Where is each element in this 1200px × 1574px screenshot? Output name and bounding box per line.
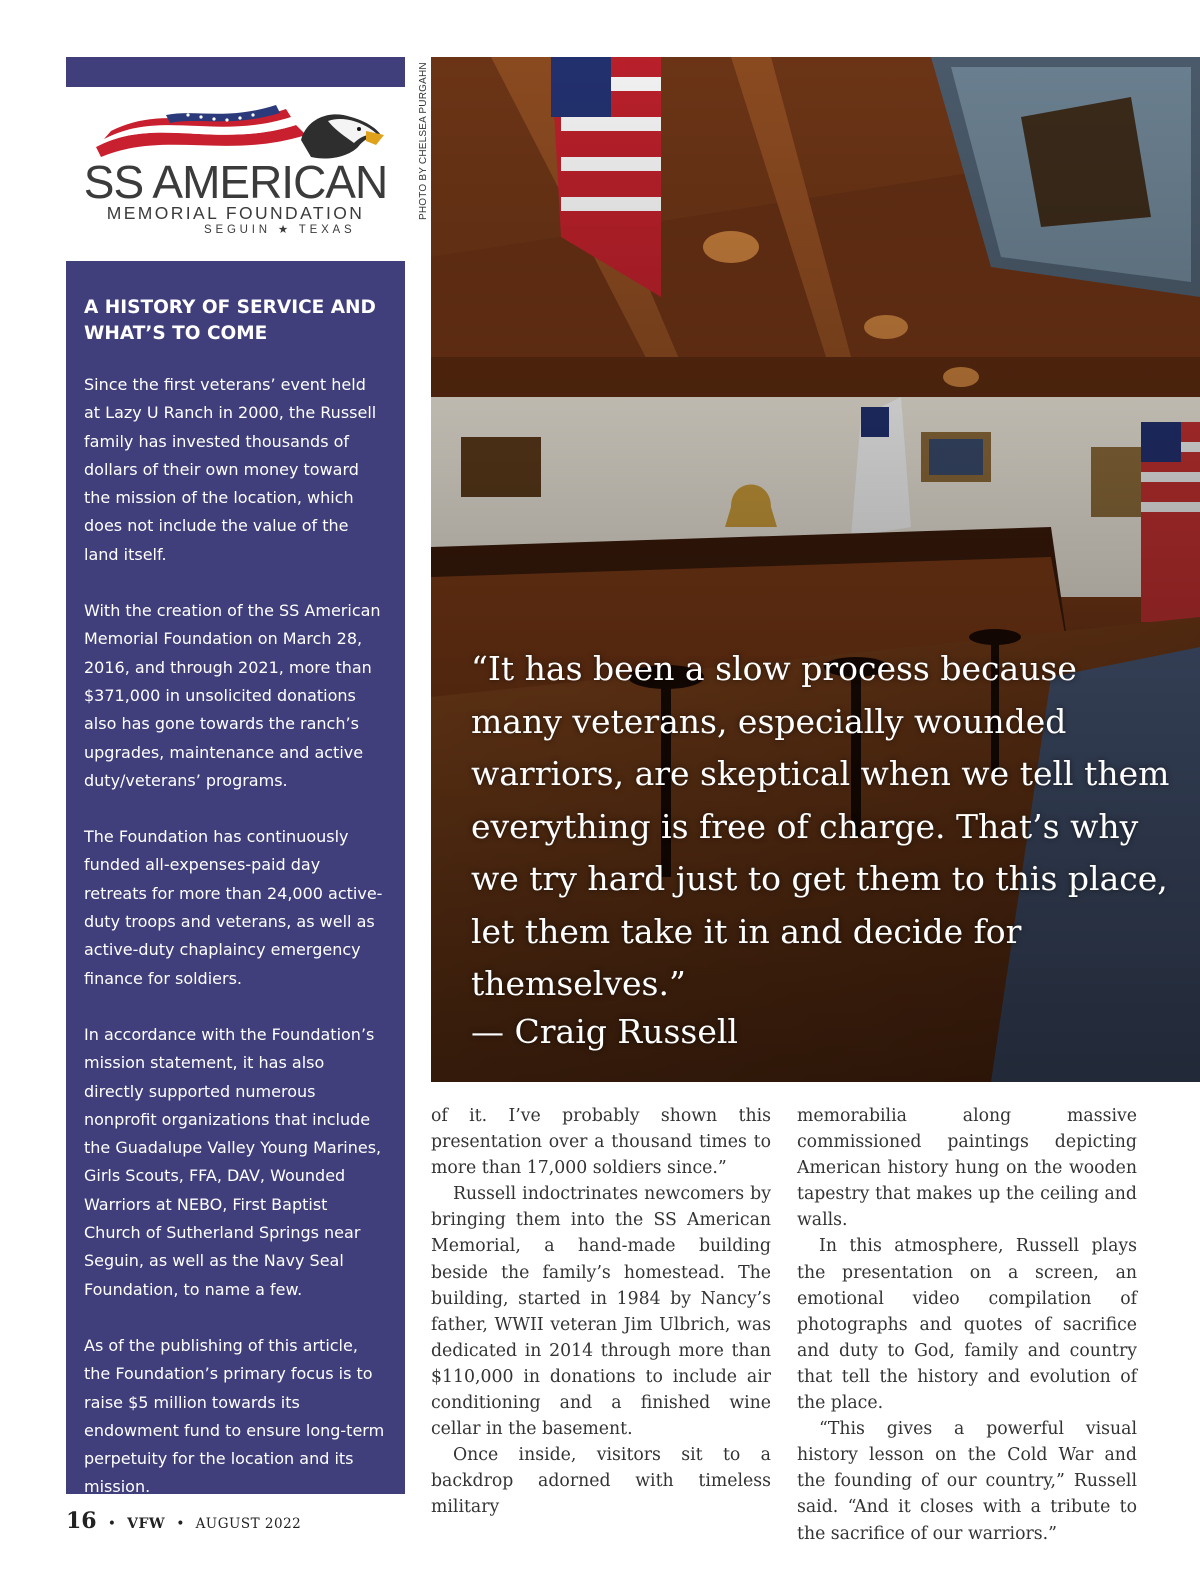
article-column-1 [431, 1103, 771, 1521]
article-paragraph: of it. I’ve probably shown this presentation over a thousand times to more than 17,000 soldiers since.” [431, 1106, 771, 1179]
sidebar-paragraph: Since the first veterans’ event held at Lazy U Ranch in 2000, the Russell family has invested thousands of dollars of their own money toward the mission of the location, which does not include the value of the land itself. [84, 375, 377, 564]
article-paragraph: “This gives a powerful visual history lesson on the Cold War and the founding of our country,” Russell said. “And it closes with a tribute to the sacrifice of our warriors.” [797, 1419, 1137, 1544]
article-paragraph: Russell indoctrinates newcomers by bringing them into the SS American Memorial, a hand-made building beside the family’s homestead. The building, started in 1984 by Nancy’s father, WWII veteran Jim Ulbrich, was dedicated in 2014 through more than $110,000 in donations to include air conditioning and a finished wine cellar in the basement. [431, 1184, 771, 1440]
article-paragraph: memorabilia along massive commissioned paintings depicting American history hung on the wooden tapestry that makes up the ceiling and walls. [797, 1106, 1137, 1231]
logo-subtitle: MEMORIAL FOUNDATION [106, 203, 365, 223]
article-paragraph: In this atmosphere, Russell plays the presentation on a screen, an emotional video compilation of photographs and quotes of sacrifice and duty to God, family and country that tell the history and evolution of the place. [797, 1236, 1137, 1414]
page-number: 16 [66, 1508, 97, 1534]
issue-date: AUGUST 2022 [195, 1516, 302, 1532]
sidebar-paragraph: As of the publishing of this article, the Foundation’s primary focus is to raise $5 million towards its endowment fund to ensure long-term perpetuity for the location and its mission. [84, 1335, 385, 1497]
sidebar-paragraph: With the creation of the SS American Memorial Foundation on March 28, 2016, and through 2021, more than $371,000 in unsolicited donations also has gone towards the ranch’s upgrades, maintenance and active duty/veterans’ programs. [84, 601, 381, 790]
pull-quote: “It has been a slow process because many veterans, especially wounded warriors, are skeptical when we tell them everything is free of charge. That’s why we try hard just to get them to this place, let them take it in and decide for themselves.” [471, 649, 1170, 1003]
foundation-logo [66, 95, 405, 245]
logo-name: SS AMERICAN [83, 156, 388, 208]
sidebar-box [66, 261, 405, 1497]
folio-separator: • [107, 1516, 116, 1532]
sidebar-paragraph: The Foundation has continuously funded all-expenses-paid day retreats for more than 24,000 active-duty troops and veterans, as well as active-duty chaplaincy emergency finance for soldiers. [84, 827, 383, 988]
sidebar-title: A HISTORY OF SERVICE AND WHAT’S TO COME [84, 297, 376, 344]
sidebar-paragraph: In accordance with the Foundation’s mission statement, it has also directly supported numerous nonprofit organizations that include the Guadalupe Valley Young Marines, Girls Scouts, FFA, DAV, Wounded Warriors at NEBO, First Baptist Church of Sutherland Springs near Seguin, as well as the Navy Seal Foundation, to name a few. [84, 1024, 382, 1299]
top-accent-bar [66, 57, 405, 87]
logo-location: SEGUIN ★ TEXAS [204, 224, 356, 236]
article-paragraph: Once inside, visitors sit to a backdrop adorned with timeless military [431, 1445, 771, 1518]
quote-attribution: — Craig Russell [471, 1012, 738, 1051]
article-column-2 [797, 1103, 1137, 1547]
folio-separator: • [176, 1516, 185, 1532]
photo-credit: PHOTO BY CHELSEA PURGAHN [418, 62, 429, 220]
page-folio [66, 1506, 301, 1539]
publication-name: VFW [127, 1516, 166, 1532]
